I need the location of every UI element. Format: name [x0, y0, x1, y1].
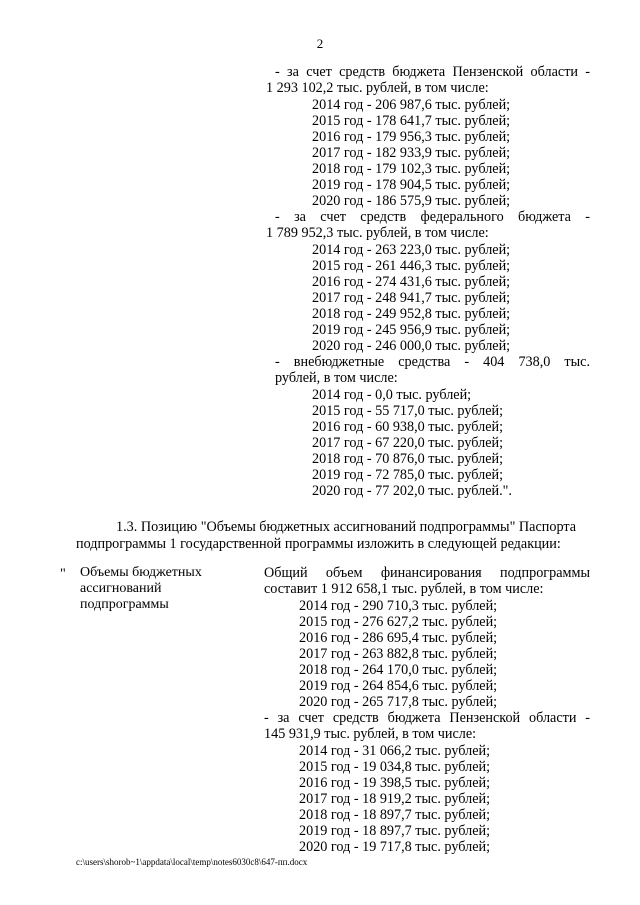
table-total-year: 2017 год - 263 882,8 тыс. рублей; [299, 646, 498, 662]
table-total-line1: Общий объем финансирования подпрограммы [264, 565, 590, 581]
page-number: 2 [316, 36, 324, 51]
block1-federal-year: 2014 год - 263 223,0 тыс. рублей; [312, 242, 511, 258]
block1-offbudget-year: 2015 год - 55 717,0 тыс. рублей; [312, 403, 504, 419]
block1-offbudget-year: 2017 год - 67 220,0 тыс. рублей; [312, 435, 504, 451]
table-regional-year: 2017 год - 18 919,2 тыс. рублей; [299, 791, 491, 807]
block1-federal-year: 2020 год - 246 000,0 тыс. рублей; [312, 338, 511, 354]
block1-offbudget-total: рублей, в том числе: [275, 370, 398, 386]
footer-file-path: c:\users\shorob~1\appdata\local\temp\notes6030c8\647-пп.docx [76, 857, 308, 867]
table-regional-year: 2015 год - 19 034,8 тыс. рублей; [299, 759, 491, 775]
block1-regional-year: 2015 год - 178 641,7 тыс. рублей; [312, 113, 511, 129]
table-regional-year: 2019 год - 18 897,7 тыс. рублей; [299, 823, 491, 839]
block1-federal-year: 2018 год - 249 952,8 тыс. рублей; [312, 306, 511, 322]
block1-offbudget-year: 2019 год - 72 785,0 тыс. рублей; [312, 467, 504, 483]
table-regional-intro: - за счет средств бюджета Пензенской области - [264, 710, 590, 726]
block1-offbudget-year: 2016 год - 60 938,0 тыс. рублей; [312, 419, 504, 435]
table-regional-year: 2020 год - 19 717,8 тыс. рублей; [299, 839, 491, 855]
block1-federal-intro: - за счет средств федерального бюджета - [275, 209, 590, 225]
section-paragraph-line1: 1.3. Позицию "Объемы бюджетных ассигнований подпрограммы" Паспорта [116, 519, 577, 535]
block1-regional-year: 2018 год - 179 102,3 тыс. рублей; [312, 161, 511, 177]
block1-federal-year: 2017 год - 248 941,7 тыс. рублей; [312, 290, 511, 306]
block1-regional-year: 2019 год - 178 904,5 тыс. рублей; [312, 177, 511, 193]
table-label-line: подпрограммы [80, 597, 169, 612]
table-regional-year: 2014 год - 31 066,2 тыс. рублей; [299, 743, 491, 759]
block1-regional-year: 2020 год - 186 575,9 тыс. рублей; [312, 193, 511, 209]
table-regional-total: 145 931,9 тыс. рублей, в том числе: [264, 726, 477, 742]
block1-offbudget-year: 2014 год - 0,0 тыс. рублей; [312, 387, 472, 403]
table-total-line2: составит 1 912 658,1 тыс. рублей, в том числе: [264, 581, 544, 597]
table-total-year: 2019 год - 264 854,6 тыс. рублей; [299, 678, 498, 694]
table-total-year: 2014 год - 290 710,3 тыс. рублей; [299, 598, 498, 614]
block1-offbudget-year: 2020 год - 77 202,0 тыс. рублей.". [312, 483, 512, 499]
block1-offbudget-intro: - внебюджетные средства - 404 738,0 тыс. [275, 354, 590, 370]
block1-regional-year: 2016 год - 179 956,3 тыс. рублей; [312, 129, 511, 145]
table-total-year: 2018 год - 264 170,0 тыс. рублей; [299, 662, 498, 678]
table-label-line: Объемы бюджетных [80, 565, 202, 580]
block1-regional-intro: - за счет средств бюджета Пензенской области - [275, 64, 590, 80]
block1-federal-year: 2016 год - 274 431,6 тыс. рублей; [312, 274, 511, 290]
table-total-year: 2015 год - 276 627,2 тыс. рублей; [299, 614, 498, 630]
open-quote: " [60, 566, 66, 582]
block1-federal-year: 2015 год - 261 446,3 тыс. рублей; [312, 258, 511, 274]
table-total-year: 2016 год - 286 695,4 тыс. рублей; [299, 630, 498, 646]
block1-regional-year: 2014 год - 206 987,6 тыс. рублей; [312, 97, 511, 113]
block1-offbudget-year: 2018 год - 70 876,0 тыс. рублей; [312, 451, 504, 467]
table-total-year: 2020 год - 265 717,8 тыс. рублей; [299, 694, 498, 710]
block1-federal-year: 2019 год - 245 956,9 тыс. рублей; [312, 322, 511, 338]
table-regional-year: 2016 год - 19 398,5 тыс. рублей; [299, 775, 491, 791]
block1-regional-total: 1 293 102,2 тыс. рублей, в том числе: [266, 80, 489, 96]
table-label-line: ассигнований [80, 581, 162, 596]
table-regional-year: 2018 год - 18 897,7 тыс. рублей; [299, 807, 491, 823]
block1-regional-year: 2017 год - 182 933,9 тыс. рублей; [312, 145, 511, 161]
block1-federal-total: 1 789 952,3 тыс. рублей, в том числе: [266, 225, 489, 241]
section-paragraph-line2: подпрограммы 1 государственной программы изложить в следующей редакции: [76, 536, 561, 552]
